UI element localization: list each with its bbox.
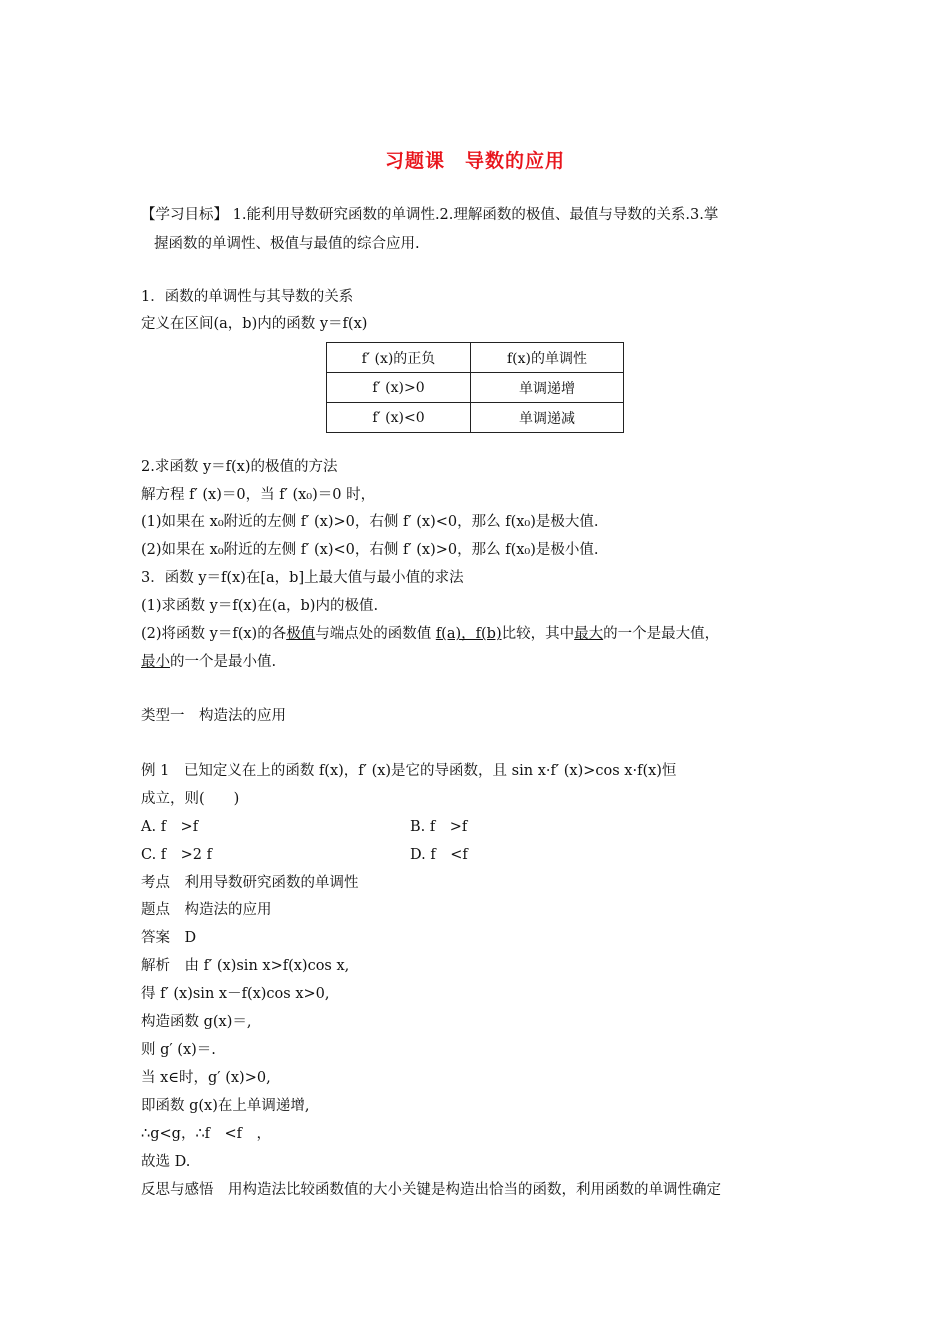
- reflection-line: 反思与感悟 用构造法比较函数值的大小关键是构造出恰当的函数，利用函数的单调性确定: [141, 1182, 721, 1198]
- solution-line-3: 构造函数 g(x)＝,: [141, 1014, 252, 1030]
- text-run: 的一个是最大值，: [603, 626, 720, 642]
- kaodian-line: 考点 利用导数研究函数的单调性: [141, 875, 359, 891]
- solution-line-4: 则 g′ (x)＝.: [141, 1042, 216, 1058]
- underlined-answer: f(a)，f(b): [435, 626, 502, 642]
- underlined-answer: 最小: [141, 654, 170, 670]
- section-3-item-1: (1)求函数 y＝f(x)在(a，b)内的极值.: [141, 598, 379, 614]
- option-d: D. f <f: [410, 847, 468, 863]
- section-2-line-1: 解方程 f′ (x)＝0，当 f′ (x₀)＝0 时，: [141, 487, 376, 503]
- table-cell: f′ (x)>0: [327, 373, 471, 403]
- example-line-1: 例 1 已知定义在上的函数 f(x)，f′ (x)是它的导函数，且 sin x·f′ (x)>cos x·f(x)恒: [141, 763, 677, 779]
- table-header-cell: f′ (x)的正负: [327, 343, 471, 373]
- option-c: C. f >2 f: [141, 847, 213, 863]
- section-3-item-2-cont: [141, 652, 276, 672]
- text-run: (2)将函数 y＝f(x)的各: [141, 626, 287, 642]
- solution-line-1: 解析 由 f′ (x)sin x>f(x)cos x,: [141, 958, 350, 974]
- type-heading: 类型一 构造法的应用: [141, 708, 286, 724]
- section-1-heading: 1．函数的单调性与其导数的关系: [141, 289, 354, 305]
- solution-line-5: 当 x∈时，g′ (x)>0,: [141, 1070, 271, 1086]
- option-b: B. f >f: [410, 819, 468, 835]
- text-run: 比较，其中: [501, 626, 575, 642]
- solution-line-8: 故选 D.: [141, 1154, 191, 1170]
- section-2-item-2: (2)如果在 x₀附近的左侧 f′ (x)<0，右侧 f′ (x)>0，那么 f(x₀)是极小值.: [141, 542, 599, 558]
- objectives-line-1: 【学习目标】 1.能利用导数研究函数的单调性.2.理解函数的极值、最值与导数的关系.3.掌: [141, 207, 719, 223]
- table-cell: f′ (x)<0: [327, 403, 471, 433]
- objectives-line-2: 握函数的单调性、极值与最值的综合应用.: [154, 236, 420, 252]
- page-title: 习题课 导数的应用: [384, 150, 565, 172]
- solution-line-6: 即函数 g(x)在上单调递增,: [141, 1098, 310, 1114]
- text-run: 的一个是最小值.: [170, 654, 277, 670]
- table-header-row: [327, 343, 624, 373]
- solution-line-7: ∴g<g，∴f <f ，: [141, 1126, 272, 1142]
- table-row: [327, 373, 624, 403]
- table-cell: 单调递减: [471, 403, 624, 433]
- tidian-line: 题点 构造法的应用: [141, 902, 272, 918]
- section-2-item-1: (1)如果在 x₀附近的左侧 f′ (x)>0，右侧 f′ (x)<0，那么 f(x₀)是极大值.: [141, 514, 599, 530]
- table-cell: 单调递增: [471, 373, 624, 403]
- option-a: A. f >f: [141, 819, 199, 835]
- underlined-answer: 极值: [286, 626, 316, 642]
- example-line-2: 成立，则( ): [141, 791, 240, 807]
- section-1-intro: 定义在区间(a，b)内的函数 y＝f(x): [141, 316, 368, 332]
- solution-line-2: 得 f′ (x)sin x－f(x)cos x>0,: [141, 986, 330, 1002]
- section-3-heading: 3．函数 y＝f(x)在[a，b]上最大值与最小值的求法: [141, 570, 464, 586]
- monotonicity-table: [326, 342, 624, 433]
- table-header-cell: f(x)的单调性: [471, 343, 624, 373]
- text-run: 与端点处的函数值: [315, 626, 436, 642]
- table-row: [327, 403, 624, 433]
- section-3-item-2: [141, 624, 719, 644]
- answer-line: 答案 D: [141, 930, 197, 946]
- underlined-answer: 最大: [574, 626, 604, 642]
- section-2-heading: 2.求函数 y＝f(x)的极值的方法: [141, 459, 338, 475]
